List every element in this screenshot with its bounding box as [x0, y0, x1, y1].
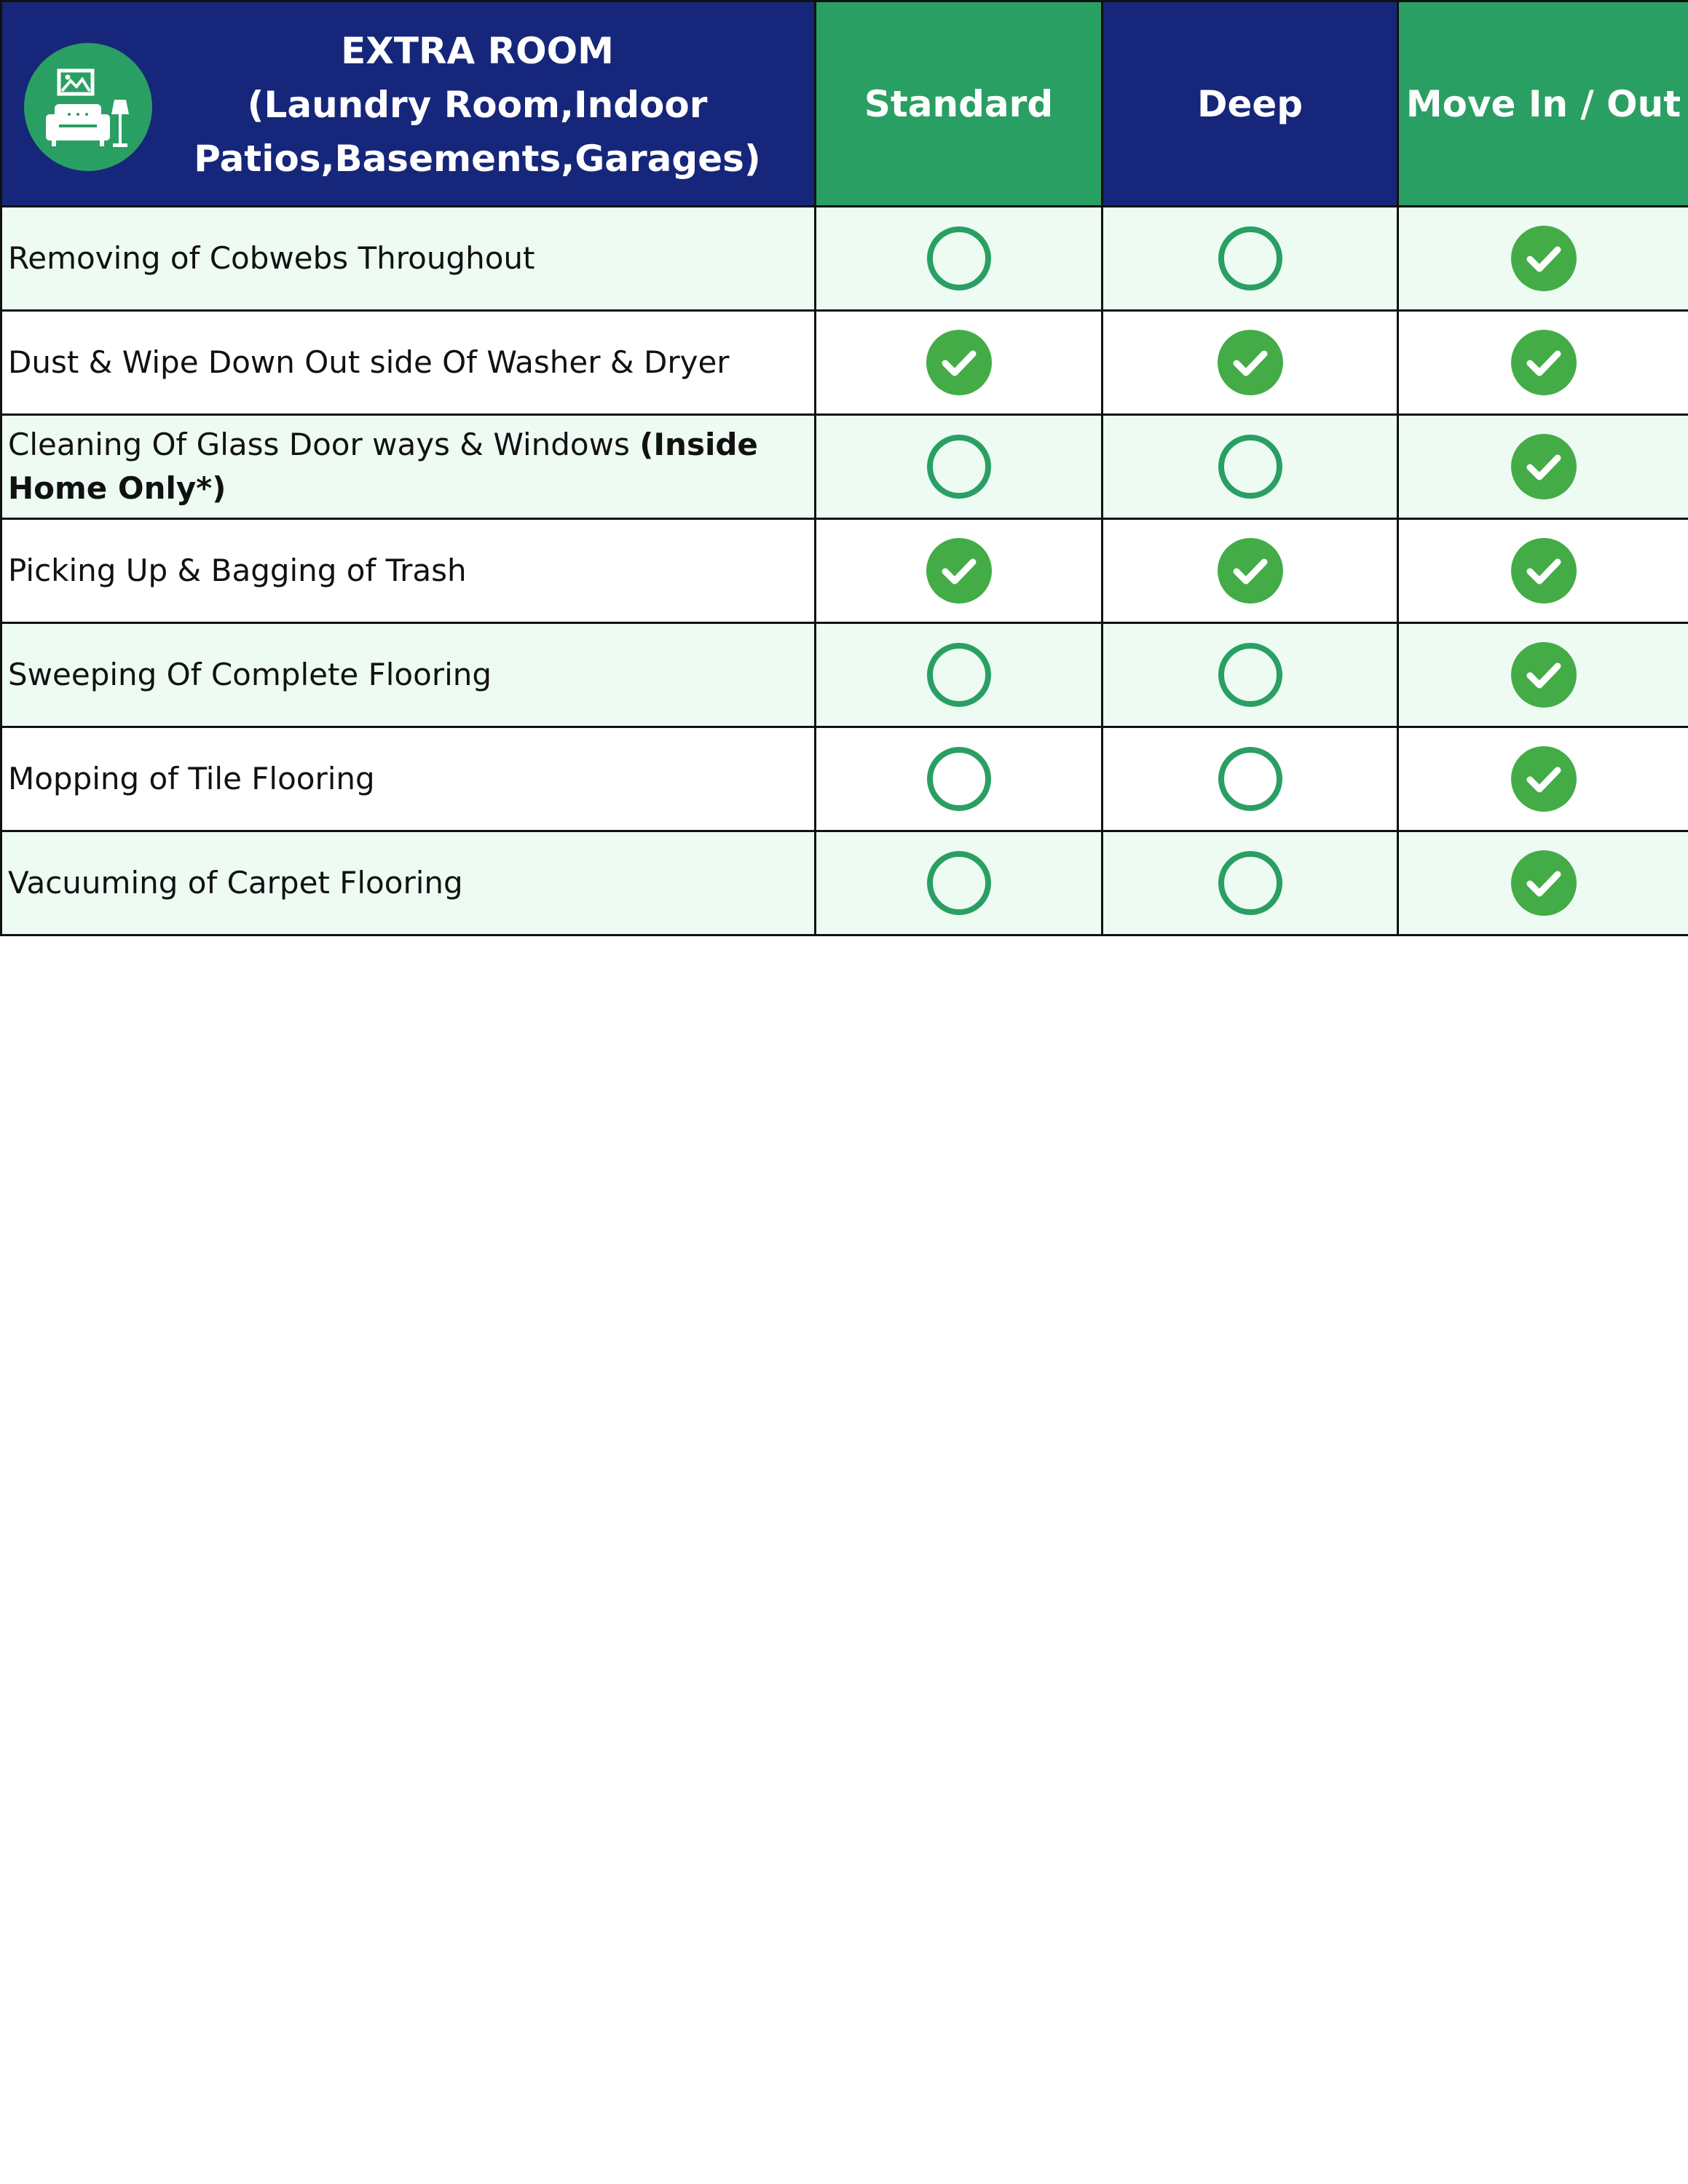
empty-circle-icon: [1217, 745, 1284, 812]
mark-cell-deep: [1103, 519, 1398, 623]
task-label-text: Removing of Cobwebs Throughout: [8, 240, 535, 276]
mark-cell-move-in-out: [1398, 727, 1688, 831]
empty-circle-icon: [926, 225, 993, 292]
task-label: [1, 831, 816, 935]
empty-circle-icon: [1217, 433, 1284, 500]
table-row: [1, 207, 1688, 311]
mark-cell-standard: [816, 207, 1103, 311]
mark-cell-deep: [1103, 207, 1398, 311]
task-label: [1, 415, 816, 519]
column-header-standard: Standard: [816, 1, 1103, 207]
table-row: [1, 415, 1688, 519]
column-header-move-in-out: Move In / Out: [1398, 1, 1688, 207]
mark-cell-deep: [1103, 415, 1398, 519]
header-row: [1, 1, 1688, 207]
mark-cell-standard: [816, 519, 1103, 623]
mark-cell-standard: [816, 623, 1103, 727]
mark-cell-deep: [1103, 311, 1398, 415]
room-title: [141, 24, 814, 186]
title-line-1: EXTRA ROOM: [341, 30, 614, 72]
table-row: [1, 311, 1688, 415]
empty-circle-icon: [926, 433, 993, 500]
header-room-cell: [1, 1, 816, 207]
check-circle-icon: [1510, 225, 1577, 292]
mark-cell-move-in-out: [1398, 207, 1688, 311]
title-line-3: Patios,Basements,Garages): [194, 138, 761, 180]
task-label: [1, 311, 816, 415]
check-circle-icon: [1510, 745, 1577, 812]
mark-cell-move-in-out: [1398, 415, 1688, 519]
mark-cell-standard: [816, 831, 1103, 935]
mark-cell-move-in-out: [1398, 311, 1688, 415]
task-label-text: Sweeping Of Complete Flooring: [8, 657, 492, 692]
mark-cell-move-in-out: [1398, 831, 1688, 935]
check-circle-icon: [1217, 329, 1284, 396]
task-rows: [1, 207, 1688, 935]
check-circle-icon: [1510, 850, 1577, 917]
sofa-icon: [24, 43, 152, 171]
task-label: [1, 727, 816, 831]
check-circle-icon: [1510, 329, 1577, 396]
mark-cell-move-in-out: [1398, 623, 1688, 727]
empty-circle-icon: [926, 641, 993, 708]
empty-circle-icon: [926, 745, 993, 812]
task-label-text: Cleaning Of Glass Door ways & Windows: [8, 427, 640, 462]
check-circle-icon: [926, 329, 993, 396]
mark-cell-deep: [1103, 831, 1398, 935]
check-circle-icon: [1510, 641, 1577, 708]
mark-cell-move-in-out: [1398, 519, 1688, 623]
task-label-text: Mopping of Tile Flooring: [8, 761, 375, 796]
table-row: [1, 831, 1688, 935]
task-label-text: Dust & Wipe Down Out side Of Washer & Dryer: [8, 344, 730, 380]
empty-circle-icon: [1217, 641, 1284, 708]
empty-circle-icon: [926, 850, 993, 917]
task-label-note: (Inside Home Only*): [8, 427, 758, 506]
task-label-text: Vacuuming of Carpet Flooring: [8, 865, 463, 901]
empty-circle-icon: [1217, 850, 1284, 917]
column-header-deep: Deep: [1103, 1, 1398, 207]
mark-cell-standard: [816, 311, 1103, 415]
title-line-2: (Laundry Room,Indoor: [247, 84, 708, 126]
table-row: [1, 623, 1688, 727]
task-label: [1, 207, 816, 311]
mark-cell-standard: [816, 415, 1103, 519]
check-circle-icon: [1510, 537, 1577, 604]
check-circle-icon: [926, 537, 993, 604]
task-label: [1, 519, 816, 623]
check-circle-icon: [1510, 433, 1577, 500]
empty-circle-icon: [1217, 225, 1284, 292]
service-comparison-table: [0, 0, 1688, 936]
mark-cell-deep: [1103, 727, 1398, 831]
task-label-text: Picking Up & Bagging of Trash: [8, 553, 467, 588]
table-row: [1, 519, 1688, 623]
check-circle-icon: [1217, 537, 1284, 604]
table-row: [1, 727, 1688, 831]
mark-cell-standard: [816, 727, 1103, 831]
task-label: [1, 623, 816, 727]
mark-cell-deep: [1103, 623, 1398, 727]
